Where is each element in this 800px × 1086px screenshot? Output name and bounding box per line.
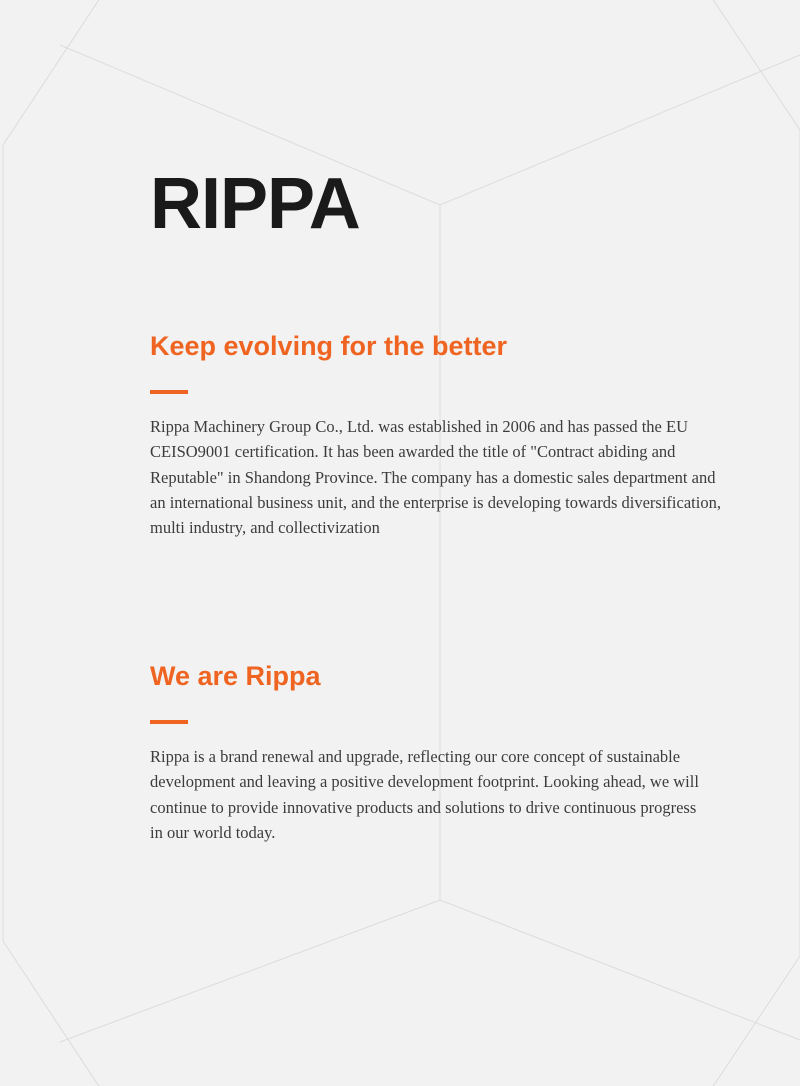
section-body: Rippa is a brand renewal and upgrade, reflecting our core concept of sustainable development and leaving a positive development footprint. Looking ahead, we will continue to provide innovative products and solutions to drive continuous progress in our world today. — [150, 747, 699, 842]
page-content — [150, 0, 750, 1086]
section-heading: Keep evolving for the better — [150, 331, 508, 361]
brand-title: RIPPA — [150, 164, 360, 244]
hexagon-outline-large — [3, 0, 112, 1086]
accent-rule — [150, 720, 188, 724]
section-we-are-rippa — [150, 660, 730, 845]
section-body: Rippa Machinery Group Co., Ltd. was established in 2006 and has passed the EU CEISO9001 certification. It has been awarded the title of "Contract abiding and Reputable" in Shandong Province. The company has a domestic sales department and an international business unit, and the enterprise is developing towards diversification, multi industry, and collectivization — [150, 417, 721, 537]
section-keep-evolving — [150, 330, 730, 540]
section-heading: We are Rippa — [150, 661, 321, 691]
accent-rule — [150, 390, 188, 394]
